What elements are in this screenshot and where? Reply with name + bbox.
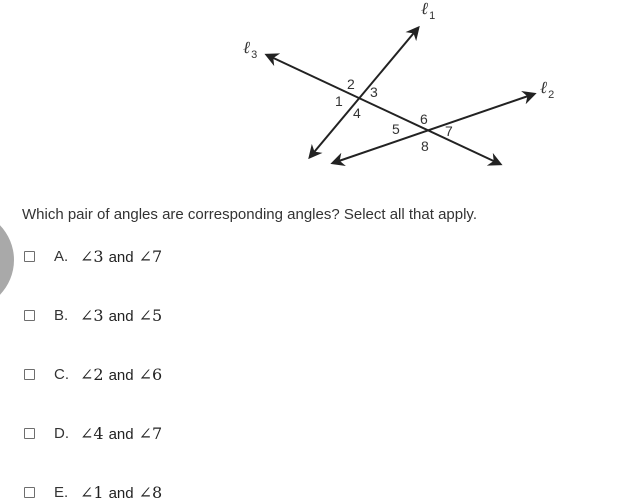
line-l3: [267, 55, 500, 164]
option-e-text: ∠1 and ∠8: [80, 482, 163, 502]
angle-label-6: 6: [420, 111, 428, 127]
option-b[interactable]: [24, 305, 162, 325]
option-b-text: ∠3 and ∠5: [80, 305, 163, 325]
angle-label-2: 2: [347, 76, 355, 92]
option-d-checkbox[interactable]: [24, 428, 35, 439]
label-l3: ℓ$_3$: [243, 38, 258, 61]
option-d[interactable]: [24, 423, 162, 443]
option-c-checkbox[interactable]: [24, 369, 35, 380]
option-c[interactable]: [24, 364, 162, 384]
option-e-checkbox[interactable]: [24, 487, 35, 498]
angle-label-1: 1: [335, 93, 343, 109]
label-l1: ℓ$_1$: [421, 0, 436, 22]
question-text: Which pair of angles are corresponding angles? Select all that apply.: [22, 206, 477, 223]
option-b-letter: B.: [54, 306, 69, 324]
option-e-letter: E.: [54, 483, 69, 501]
option-a[interactable]: [24, 246, 162, 266]
line-l1: [310, 28, 418, 157]
angle-label-8: 8: [421, 138, 429, 154]
angle-label-7: 7: [445, 123, 453, 139]
option-d-text: ∠4 and ∠7: [80, 423, 163, 443]
angle-label-5: 5: [392, 121, 400, 137]
angle-label-3: 3: [370, 84, 378, 100]
option-e[interactable]: [24, 482, 162, 502]
transversal-diagram: [0, 0, 639, 200]
option-a-text: ∠3 and ∠7: [80, 246, 163, 266]
label-l2: ℓ$_2$: [540, 78, 555, 101]
option-a-letter: A.: [54, 247, 69, 265]
option-c-text: ∠2 and ∠6: [80, 364, 163, 384]
angle-label-4: 4: [353, 105, 361, 121]
line-l2: [333, 94, 534, 163]
option-c-letter: C.: [54, 365, 69, 383]
option-b-checkbox[interactable]: [24, 310, 35, 321]
side-tab-circle: [0, 210, 14, 310]
option-d-letter: D.: [54, 424, 69, 442]
option-a-checkbox[interactable]: [24, 251, 35, 262]
